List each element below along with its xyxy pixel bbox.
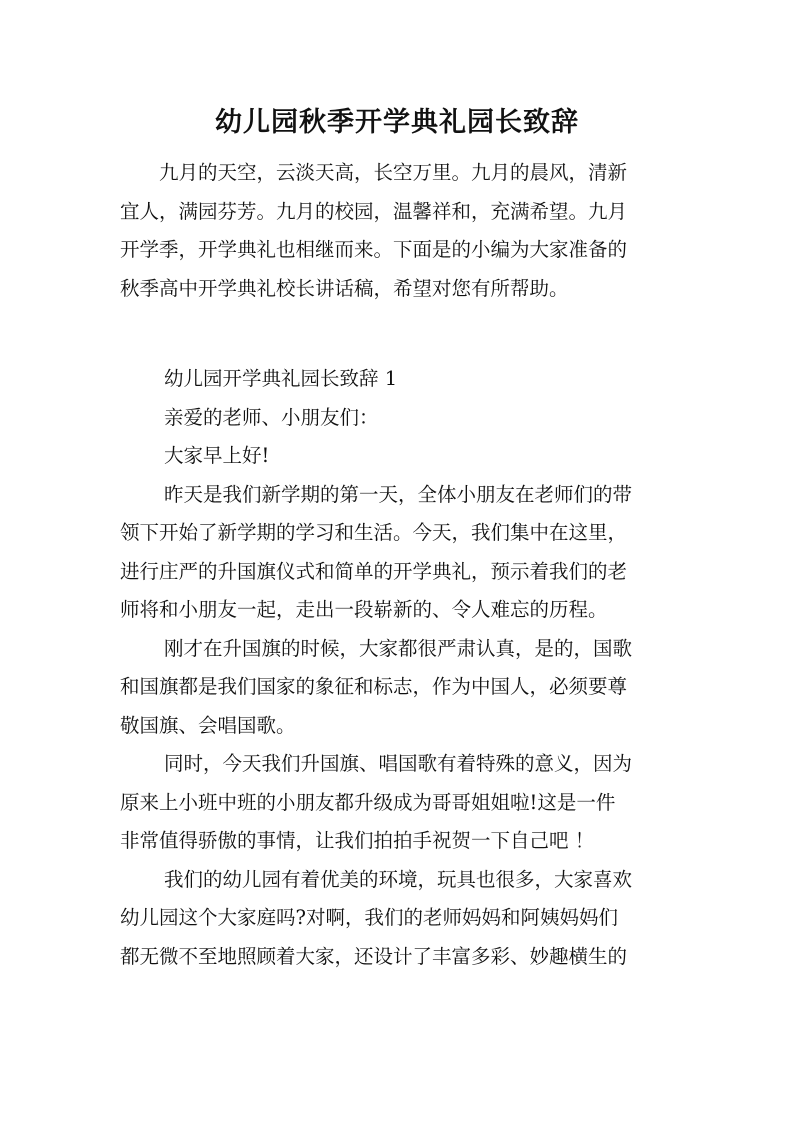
paragraph-line: 和国旗都是我们国家的象征和标志，作为中国人，必须要尊 bbox=[120, 675, 628, 698]
paragraph-line: 同时，今天我们升国旗、唱国歌有着特殊的意义，因为 bbox=[164, 752, 633, 775]
paragraph-line: 刚才在升国旗的时候，大家都很严肃认真，是的，国歌 bbox=[164, 636, 633, 660]
body-paragraph bbox=[120, 476, 680, 630]
paragraph-line: 昨天是我们新学期的第一天，全体小朋友在老师们的带 bbox=[164, 482, 633, 506]
body-paragraph bbox=[120, 630, 680, 746]
body-paragraph bbox=[120, 861, 680, 977]
paragraph-line: 我们的幼儿园有着优美的环境，玩具也很多，大家喜欢 bbox=[164, 867, 633, 891]
intro-line: 秋季高中开学典礼校长讲话稿，希望对您有所帮助。 bbox=[120, 276, 569, 300]
paragraph-line: 幼儿园这个大家庭吗?对啊，我们的老师妈妈和阿姨妈妈们 bbox=[120, 906, 618, 929]
paragraph-line: 原来上小班中班的小朋友都升级成为哥哥姐姐啦!这是一件 bbox=[120, 790, 616, 814]
intro-paragraph bbox=[120, 154, 680, 308]
morning-greeting: 大家早上好! bbox=[164, 444, 270, 467]
paragraph-line: 非常值得骄傲的事情，让我们拍拍手祝贺一下自己吧 ！ bbox=[120, 829, 595, 852]
intro-line: 宜人，满园芬芳。九月的校园，温馨祥和，充满希望。九月 bbox=[120, 199, 628, 223]
paragraph-line: 都无微不至地照顾着大家，还设计了丰富多彩、妙趣横生的 bbox=[120, 944, 628, 968]
intro-line: 九月的天空，云淡天高，长空万里。九月的晨风，清新 bbox=[159, 161, 628, 184]
speech-body bbox=[120, 360, 680, 976]
paragraph-line: 师将和小朋友一起，走出一段崭新的、令人难忘的历程。 bbox=[120, 598, 608, 621]
intro-line: 开学季，开学典礼也相继而来。下面是的小编为大家准备的 bbox=[120, 238, 628, 261]
paragraph-line: 敬国旗、会唱国歌。 bbox=[120, 713, 296, 737]
greeting-line: 亲爱的老师、小朋友们： bbox=[164, 405, 379, 429]
body-paragraph bbox=[120, 745, 680, 861]
document-title: 幼儿园秋季开学典礼园长致辞 bbox=[215, 107, 579, 138]
paragraph-line: 进行庄严的升国旗仪式和简单的开学典礼，预示着我们的老 bbox=[120, 559, 628, 583]
section-heading: 幼儿园开学典礼园长致辞 1 bbox=[164, 367, 398, 390]
paragraph-line: 领下开始了新学期的学习和生活。今天，我们集中在这里， bbox=[120, 521, 628, 544]
